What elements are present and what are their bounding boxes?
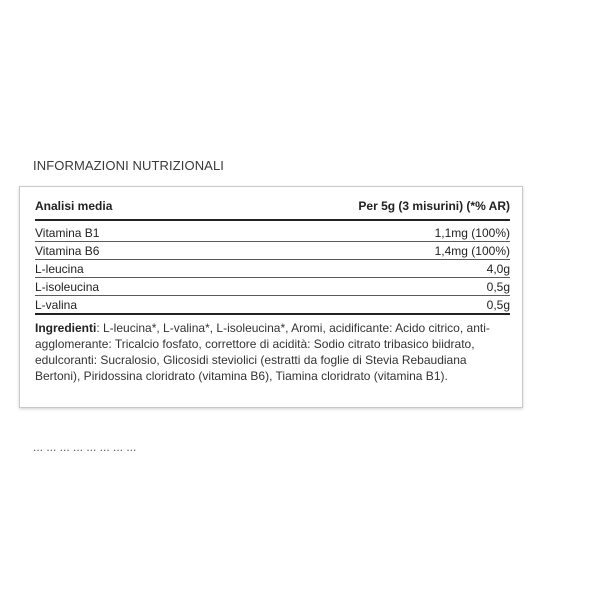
row-name: L-isoleucina (35, 280, 100, 294)
table-row (35, 261, 510, 278)
table-row (35, 297, 510, 315)
header-right: Per 5g (3 misurini) (*% AR) (358, 199, 510, 213)
table-header (35, 197, 510, 221)
row-value: 4,0g (486, 262, 510, 276)
ingredients-label: Ingredienti (35, 321, 97, 335)
nutrition-panel (19, 186, 523, 408)
table-row (35, 225, 510, 242)
row-name: L-leucina (35, 262, 84, 276)
nutrition-table (35, 197, 510, 384)
header-left: Analisi media (35, 199, 113, 213)
row-name: Vitamina B6 (35, 244, 100, 258)
ingredients-text (35, 320, 505, 384)
table-row (35, 243, 510, 260)
row-value: 0,5g (486, 280, 510, 294)
truncated-text: ... ... ... ... ... ... ... ... (33, 440, 137, 454)
row-name: L-valina (35, 298, 78, 312)
table-body (35, 225, 510, 315)
section-title: INFORMAZIONI NUTRIZIONALI (33, 158, 224, 173)
ingredients-body: : L-leucina*, L-valina*, L-isoleucina*, Aromi, acidificante: Acido citrico, anti-agglomerante: Tricalcio fosfato, correttore di acidità: Sodio citrato tribasico biidrato, edulcoranti: Sucralosio, Glicosidi steviolici (estratti da foglie di Stevia Rebaudiana Bertoni), Piridossina cloridrato (vitamina B6), Tiamina cloridrato (vitamina B1). (35, 321, 490, 383)
table-row (35, 279, 510, 296)
row-value: 1,4mg (100%) (434, 244, 510, 258)
truncated-text-line (33, 440, 333, 455)
row-value: 0,5g (486, 298, 510, 312)
row-value: 1,1mg (100%) (434, 226, 510, 240)
row-name: Vitamina B1 (35, 226, 100, 240)
